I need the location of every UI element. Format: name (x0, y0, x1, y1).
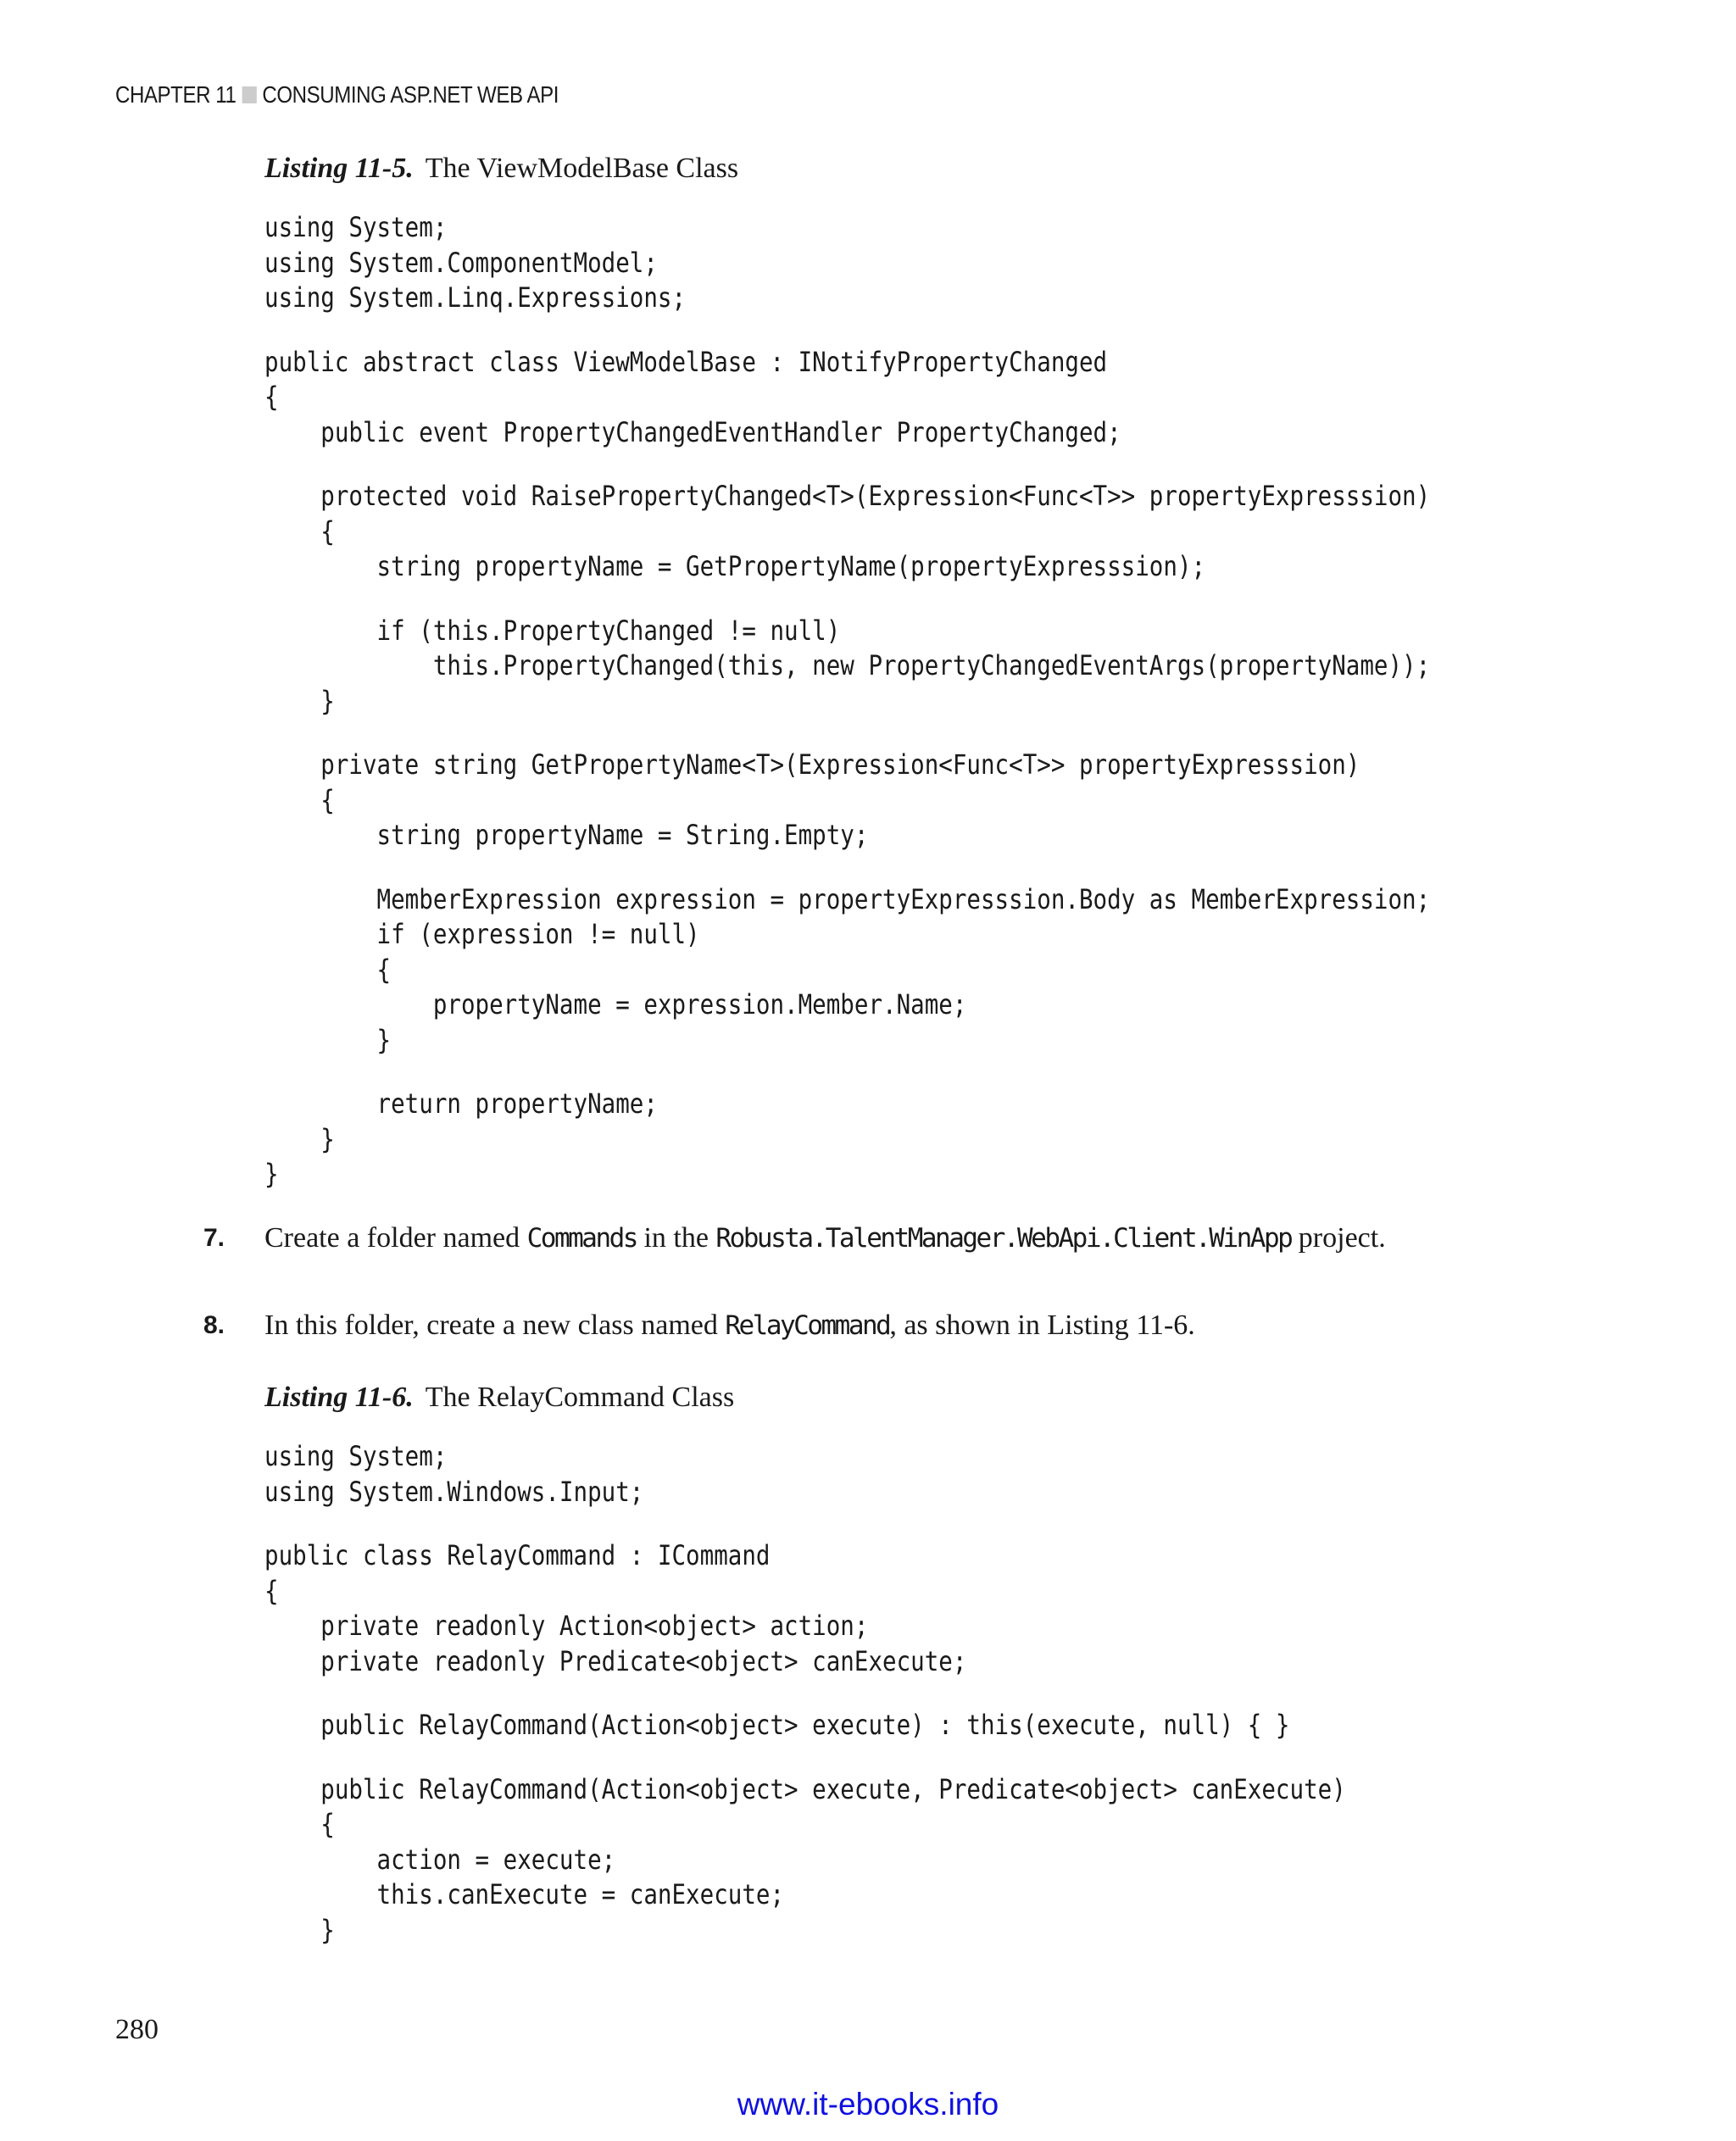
code-line: using System.Windows.Input; (264, 1475, 644, 1508)
code-line: { (264, 1808, 335, 1840)
code-line: public event PropertyChangedEventHandler PropertyChanged; (264, 415, 1121, 448)
step-8-number: 8. (203, 1311, 225, 1339)
listing-11-5-code (264, 210, 1430, 1193)
code-line: using System.Linq.Expressions; (264, 281, 687, 314)
code-line: { (264, 783, 335, 816)
listing-11-6-code (264, 1439, 1346, 1948)
code-blank-line (264, 1679, 1346, 1708)
code-blank-line (264, 719, 1430, 748)
code-blank-line (264, 854, 1430, 882)
code-line: using System; (264, 1440, 448, 1472)
code-line: public RelayCommand(Action<object> execute) : this(execute, null) { } (264, 1709, 1290, 1741)
code-line: this.PropertyChanged(this, new PropertyChangedEventArgs(propertyName)); (264, 649, 1431, 681)
code-blank-line (264, 450, 1430, 479)
listing-11-5-title: The ViewModelBase Class (425, 153, 739, 184)
code-line: this.canExecute = canExecute; (264, 1878, 785, 1910)
chapter-title: CONSUMING ASP.NET WEB API (262, 81, 559, 108)
inline-code: Commands (526, 1223, 637, 1254)
step-text-segment: Create a folder named (264, 1222, 527, 1254)
code-line: action = execute; (264, 1843, 616, 1876)
code-line: } (264, 1122, 335, 1155)
code-line: } (264, 1158, 279, 1190)
code-line: MemberExpression expression = propertyExpresssion.Body as MemberExpression; (264, 882, 1431, 915)
code-line: return propertyName; (264, 1087, 658, 1120)
code-line: if (this.PropertyChanged != null) (264, 614, 841, 647)
inline-code: Robusta.TalentManager.WebApi.Client.WinApp (715, 1223, 1292, 1254)
code-line: if (expression != null) (264, 918, 700, 950)
code-line: string propertyName = String.Empty; (264, 819, 869, 851)
code-line: using System.ComponentModel; (264, 246, 658, 279)
inline-code: RelayCommand (725, 1310, 890, 1341)
step-text-segment: project. (1291, 1222, 1386, 1254)
code-blank-line (264, 585, 1430, 614)
step-7-number: 7. (203, 1224, 225, 1252)
code-line: { (264, 1574, 279, 1607)
step-8-text (264, 1308, 1458, 1343)
running-head (115, 81, 559, 108)
code-blank-line (264, 1743, 1346, 1772)
code-line: propertyName = expression.Member.Name; (264, 988, 967, 1020)
code-line: public class RelayCommand : ICommand (264, 1539, 771, 1571)
step-text-segment: In this folder, create a new class named (264, 1310, 726, 1341)
separator-square-icon (242, 86, 256, 103)
code-line: private readonly Predicate<object> canExecute; (264, 1644, 967, 1677)
code-line: private string GetPropertyName<T>(Expression<Func<T>> propertyExpresssion) (264, 748, 1360, 781)
listing-11-5-caption (264, 153, 738, 185)
code-blank-line (264, 316, 1430, 345)
code-line: } (264, 1913, 335, 1946)
code-line: { (264, 514, 335, 548)
code-line: private readonly Action<object> action; (264, 1610, 869, 1642)
listing-11-6-caption (264, 1382, 734, 1414)
page-number: 280 (115, 2014, 159, 2045)
listing-11-6-title: The RelayCommand Class (425, 1382, 735, 1413)
code-line: public abstract class ViewModelBase : INotifyPropertyChanged (264, 345, 1108, 378)
code-line: } (264, 684, 335, 717)
step-text-segment: in the (636, 1222, 716, 1254)
code-blank-line (264, 1058, 1430, 1087)
code-line: string propertyName = GetPropertyName(propertyExpresssion); (264, 550, 1206, 582)
step-7 (203, 1221, 1458, 1256)
code-line: { (264, 381, 279, 413)
code-line: public RelayCommand(Action<object> execute, Predicate<object> canExecute) (264, 1772, 1346, 1805)
code-line: protected void RaisePropertyChanged<T>(Expression<Func<T>> propertyExpresssion) (264, 480, 1431, 512)
listing-11-5-number: Listing 11-5. (264, 153, 414, 184)
code-blank-line (264, 1510, 1346, 1538)
code-line: { (264, 953, 392, 986)
chapter-label: CHAPTER 11 (115, 81, 236, 108)
step-text-segment: , as shown in Listing 11-6. (889, 1310, 1195, 1341)
step-8 (203, 1308, 1458, 1343)
code-line: using System; (264, 211, 448, 243)
footer-website-link[interactable]: www.it-ebooks.info (737, 2087, 999, 2122)
listing-11-6-number: Listing 11-6. (264, 1382, 414, 1413)
step-7-text (264, 1221, 1458, 1256)
code-line: } (264, 1023, 392, 1056)
